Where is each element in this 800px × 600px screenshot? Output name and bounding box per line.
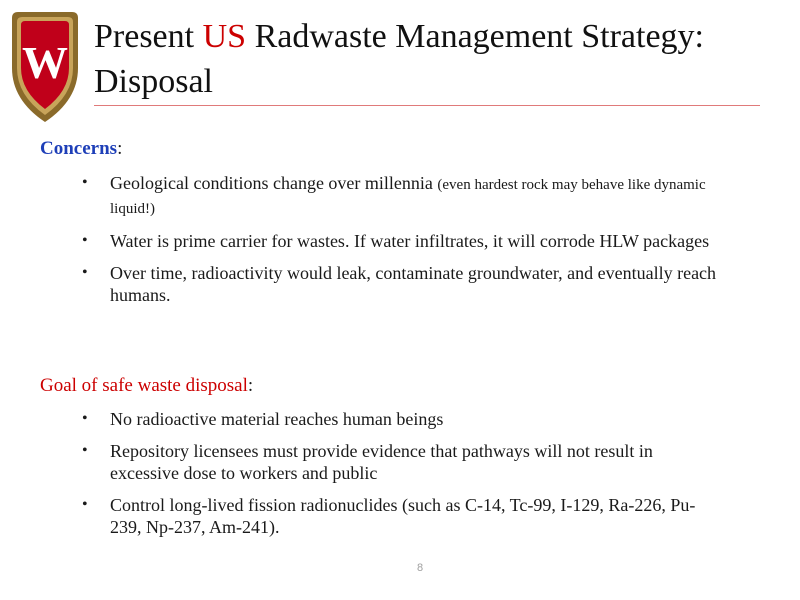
title-text-end: Radwaste Management Strategy: Disposal bbox=[94, 18, 704, 100]
goal-keyword: Goal of safe waste disposal bbox=[40, 375, 248, 396]
slide-title bbox=[94, 14, 784, 104]
goal-list bbox=[82, 408, 722, 548]
bullet-icon: • bbox=[82, 496, 88, 513]
title-divider bbox=[94, 105, 760, 106]
bullet-icon: • bbox=[82, 232, 88, 249]
concern-text: Water is prime carrier for wastes. If water infiltrates, it will corrode HLW packages bbox=[110, 231, 710, 251]
crest-letter: W bbox=[22, 37, 68, 88]
list-item bbox=[82, 230, 722, 252]
goal-colon: : bbox=[247, 375, 254, 396]
concern-note: (even hardest rock may behave like dynamic liquid!) bbox=[110, 177, 706, 217]
title-text-start: Present bbox=[94, 18, 203, 55]
concern-text: Over time, radioactivity would leak, contaminate groundwater, and eventually reach humans. bbox=[110, 263, 717, 305]
university-crest-logo bbox=[8, 8, 82, 126]
goal-heading bbox=[40, 374, 253, 398]
list-item bbox=[82, 494, 722, 538]
concerns-colon: : bbox=[117, 138, 123, 159]
bullet-icon: • bbox=[82, 174, 88, 191]
concerns-keyword: Concerns bbox=[40, 138, 118, 159]
goal-text: Control long-lived fission radionuclides (such as C-14, Tc-99, I-129, Ra-226, Pu-239, Np-237, Am-241). bbox=[110, 495, 696, 537]
goal-text: No radioactive material reaches human beings bbox=[110, 409, 444, 429]
list-item bbox=[82, 440, 722, 484]
list-item bbox=[82, 172, 722, 220]
title-accent-us: US bbox=[202, 18, 247, 55]
concerns-list bbox=[82, 172, 722, 316]
list-item bbox=[82, 262, 722, 306]
page-number: 8 bbox=[416, 562, 424, 574]
bullet-icon: • bbox=[82, 264, 88, 281]
concerns-heading bbox=[40, 137, 122, 161]
bullet-icon: • bbox=[82, 442, 88, 459]
concern-text: Geological conditions change over millennia bbox=[110, 173, 438, 193]
bullet-icon: • bbox=[82, 410, 88, 427]
list-item bbox=[82, 408, 722, 430]
goal-text: Repository licensees must provide evidence that pathways will not result in excessive dose to workers and public bbox=[110, 441, 653, 483]
